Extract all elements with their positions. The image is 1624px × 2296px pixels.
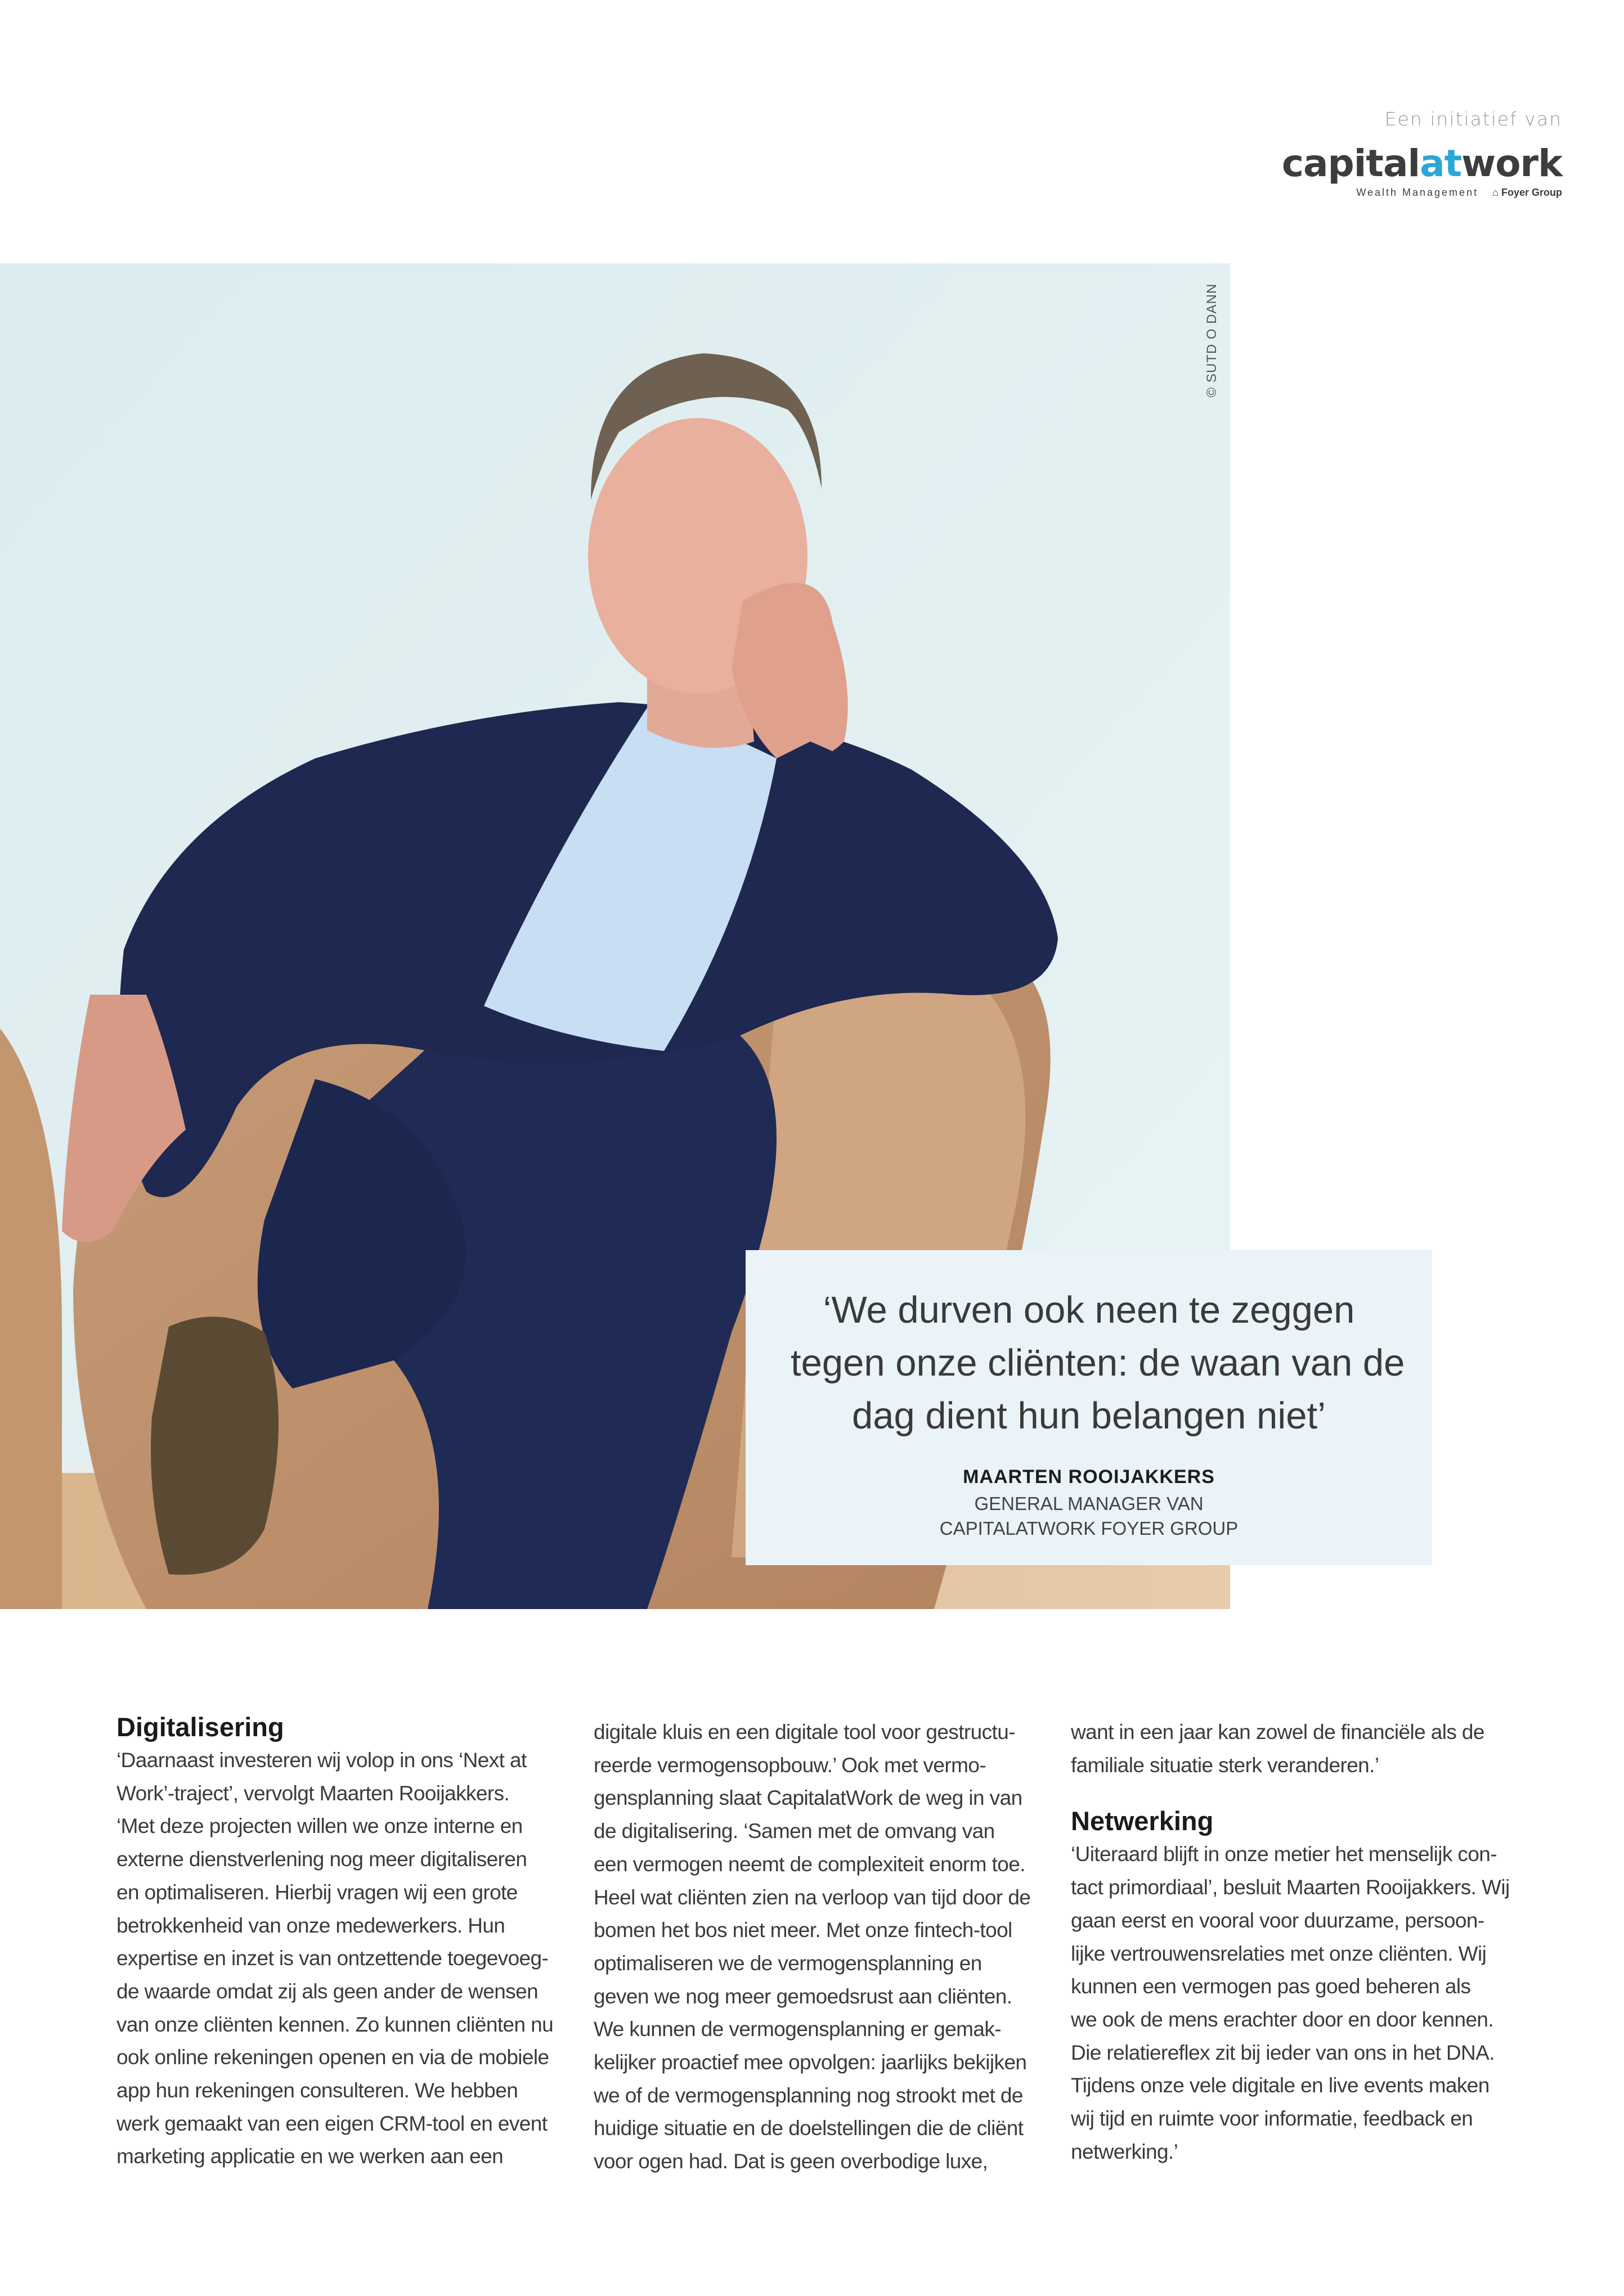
logo-wealth-management: Wealth Management [1356, 187, 1479, 198]
text-line: expertise en inzet is van ontzettende toegevoeg- [116, 1947, 549, 1970]
text-line: gensplanning slaat CapitalatWork de weg in van [594, 1786, 1022, 1810]
text-line: tact primordiaal’, besluit Maarten Rooijakkers. Wij [1071, 1876, 1510, 1899]
text-line: digitale kluis en een digitale tool voor gestructu- [594, 1720, 1015, 1744]
text-line: ‘Met deze projecten willen we onze interne en [116, 1814, 523, 1838]
logo-foyer-group: Foyer Group [1501, 187, 1562, 198]
initiative-label: Een initiatief van [1384, 108, 1562, 130]
capitalatwork-logo [1281, 142, 1562, 204]
text-line: familiale situatie sterk veranderen.’ [1071, 1753, 1379, 1777]
text-line: We kunnen de vermogensplanning er gemak- [594, 2018, 1001, 2041]
text-line: ook online rekeningen openen en via de mobiele [116, 2046, 549, 2069]
logo-part-at: at [1420, 142, 1462, 185]
quote-line: ‘We durven ook neen te zeggen [823, 1289, 1355, 1331]
text-line: kelijker proactief mee opvolgen: jaarlijks bekijken [594, 2051, 1027, 2074]
article-paragraph [1071, 1838, 1527, 2168]
text-line: van onze cliënten kennen. Zo kunnen cliënten nu [116, 2012, 554, 2036]
text-line: een vermogen neemt de complexiteit enorm toe. [594, 1852, 1025, 1876]
text-line: marketing applicatie en we werken aan een [116, 2145, 504, 2168]
text-line: werk gemaakt van een eigen CRM-tool en event [116, 2111, 548, 2135]
quote-line: dag dient hun belangen niet’ [852, 1395, 1326, 1437]
text-line: Die relatiereflex zit bij ieder van ons in het DNA. [1071, 2041, 1495, 2064]
section-heading-netwerking: Netwerking [1071, 1806, 1214, 1836]
quote-role-line: CAPITALATWORK FOYER GROUP [939, 1518, 1239, 1539]
text-line: lijke vertrouwensrelaties met onze cliënten. Wij [1071, 1942, 1487, 1965]
pull-quote [746, 1284, 1432, 1443]
photo-credit-text: © SUTD O DANN [1204, 283, 1219, 398]
text-line: app hun rekeningen consulteren. We hebben [116, 2079, 518, 2102]
text-line: wij tijd en ruimte voor informatie, feedback en [1071, 2107, 1473, 2131]
text-line: we ook de mens erachter door en door kennen. [1071, 2007, 1494, 2031]
pull-quote-box [746, 1250, 1432, 1565]
quote-line: tegen onze cliënten: de waan van de [791, 1342, 1405, 1384]
article-paragraph [116, 1744, 572, 2173]
quote-role [746, 1491, 1432, 1541]
foyer-icon: ⌂ [1492, 187, 1499, 198]
text-line: bomen het bos niet meer. Met onze fintech-tool [594, 1918, 1012, 1942]
text-line: we of de vermogensplanning nog strookt met de [594, 2083, 1023, 2107]
text-line: ‘Uiteraard blijft in onze metier het menselijk con- [1071, 1843, 1497, 1866]
photo-credit [1195, 276, 1229, 405]
text-line: kunnen een vermogen pas goed beheren als [1071, 1975, 1471, 1998]
article-paragraph [1071, 1716, 1527, 1782]
text-line: optimaliseren we de vermogensplanning en [594, 1951, 982, 1975]
text-line: huidige situatie en de doelstellingen die de cliënt [594, 2117, 1024, 2140]
quote-role-line: GENERAL MANAGER VAN [974, 1493, 1204, 1514]
logo-wordmark [1282, 142, 1562, 185]
text-line: de digitalisering. ‘Samen met de omvang van [594, 1819, 995, 1843]
text-line: gaan eerst en vooral voor duurzame, persoon- [1071, 1908, 1484, 1932]
text-line: want in een jaar kan zowel de financiële als de [1071, 1720, 1484, 1744]
section-heading-digitalisering: Digitalisering [116, 1712, 284, 1742]
text-line: betrokkenheid van onze medewerkers. Hun [116, 1913, 505, 1937]
text-line: voor ogen had. Dat is geen overbodige luxe, [594, 2150, 988, 2173]
logo-part-work: work [1461, 142, 1562, 185]
text-line: Work’-traject’, vervolgt Maarten Rooijakkers. [116, 1781, 510, 1805]
logo-subline [1356, 187, 1562, 199]
text-line: de waarde omdat zij als geen ander de wensen [116, 1979, 539, 2003]
article-column-2 [594, 1716, 1049, 2178]
text-line: geven we nog meer gemoedsrust aan cliënten. [594, 1984, 1012, 2008]
quote-author: MAARTEN ROOIJAKKERS [963, 1466, 1215, 1488]
text-line: Tijdens onze vele digitale en live events maken [1071, 2074, 1490, 2097]
text-line: en optimaliseren. Hierbij vragen wij een grote [116, 1880, 518, 1904]
text-line: reerde vermogensopbouw.’ Ook met vermo- [594, 1753, 986, 1777]
text-line: ‘Daarnaast investeren wij volop in ons ‘Next at [116, 1749, 527, 1772]
article-column-1 [116, 1710, 572, 2173]
article-column-3 [1071, 1716, 1527, 2168]
text-line: Heel wat cliënten zien na verloop van tijd door de [594, 1885, 1031, 1909]
logo-part-capital: capital [1281, 142, 1420, 185]
article-paragraph [594, 1716, 1049, 2178]
text-line: netwerking.’ [1071, 2140, 1178, 2163]
text-line: externe dienstverlening nog meer digitaliseren [116, 1848, 527, 1871]
